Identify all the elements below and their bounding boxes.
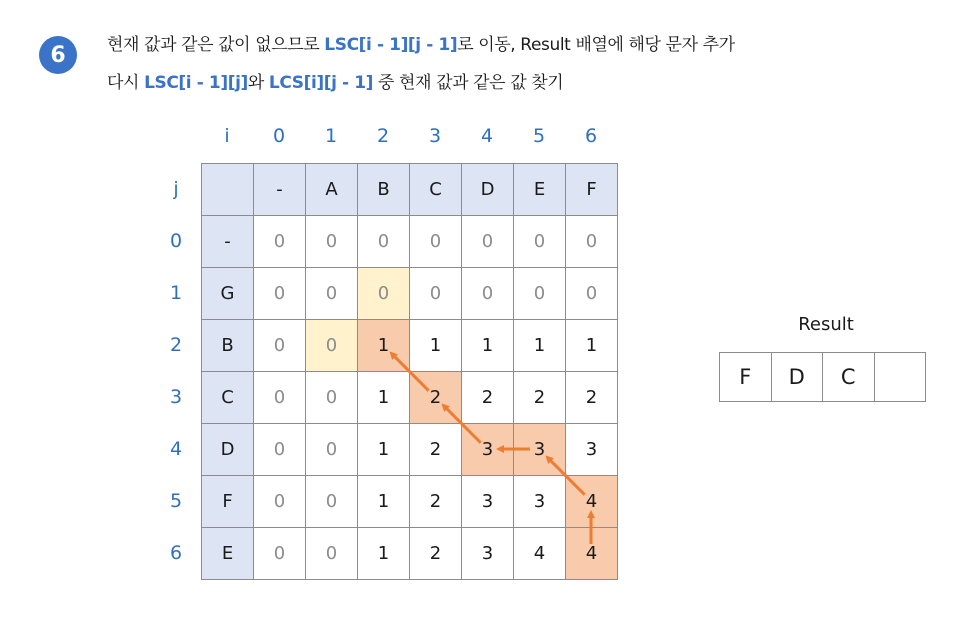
table-cell: 0	[410, 268, 462, 320]
table-cell: 0	[306, 268, 358, 320]
table-cell: 2	[410, 372, 462, 424]
table-cell: 2	[514, 372, 566, 424]
i-index-label: 0	[272, 125, 286, 147]
table-cell: 2	[566, 372, 618, 424]
table-cell: 0	[254, 216, 306, 268]
header-cell: D	[462, 164, 514, 216]
header-cell	[202, 164, 254, 216]
table-cell: 1	[358, 372, 410, 424]
table-cell: 0	[254, 372, 306, 424]
table-cell: 0	[358, 216, 410, 268]
j-index-label: 6	[169, 542, 183, 564]
table-cell: 3	[566, 424, 618, 476]
table-cell: 1	[358, 476, 410, 528]
table-cell: 1	[358, 424, 410, 476]
header-cell: E	[202, 528, 254, 580]
result-label: Result	[798, 314, 854, 335]
i-axis-label: i	[224, 125, 230, 147]
j-index-label: 3	[169, 386, 183, 408]
table-cell: 2	[410, 476, 462, 528]
table-cell: 1	[462, 320, 514, 372]
table-cell: 3	[514, 424, 566, 476]
table-cell: 0	[462, 216, 514, 268]
j-index-label: 1	[169, 282, 183, 304]
lcs-table	[201, 163, 618, 580]
table-cell: 0	[566, 216, 618, 268]
table-cell: 3	[462, 476, 514, 528]
table-cell: 1	[358, 320, 410, 372]
table-cell: 0	[306, 528, 358, 580]
i-index-label: 5	[532, 125, 546, 147]
table-cell: 0	[462, 268, 514, 320]
table-cell: 1	[358, 528, 410, 580]
table-cell: 2	[410, 528, 462, 580]
line2-text-pre: 다시	[107, 73, 145, 93]
i-index-label: 3	[428, 125, 442, 147]
header-cell: B	[358, 164, 410, 216]
table-cell: 0	[306, 320, 358, 372]
header-cell: C	[410, 164, 462, 216]
table-cell: 1	[566, 320, 618, 372]
header-cell: F	[566, 164, 618, 216]
line1-text-pre: 현재 값과 같은 값이 없으므로	[107, 35, 325, 55]
table-cell: 0	[306, 424, 358, 476]
table-cell: 0	[514, 216, 566, 268]
header-cell: -	[202, 216, 254, 268]
table-cell: 3	[514, 476, 566, 528]
table-cell: 0	[410, 216, 462, 268]
table-cell: 3	[462, 424, 514, 476]
header-cell: -	[254, 164, 306, 216]
table-cell: 0	[566, 268, 618, 320]
table-cell: 0	[254, 476, 306, 528]
table-cell: 0	[306, 372, 358, 424]
table-cell: 0	[254, 424, 306, 476]
line2-text-mid: 와	[247, 73, 269, 93]
result-cell: C	[823, 353, 875, 402]
j-index-label: 4	[169, 438, 183, 460]
header-cell: C	[202, 372, 254, 424]
table-cell: 4	[566, 528, 618, 580]
result-cell: D	[772, 353, 824, 402]
table-cell: 1	[410, 320, 462, 372]
table-cell: 0	[254, 268, 306, 320]
i-index-label: 6	[584, 125, 598, 147]
instruction-line-1	[107, 30, 735, 55]
table-cell: 2	[410, 424, 462, 476]
j-index-label: 5	[169, 490, 183, 512]
table-cell: 0	[254, 528, 306, 580]
line2-highlight-2: LCS[i][j - 1]	[268, 73, 374, 93]
result-array	[719, 352, 926, 402]
header-cell: G	[202, 268, 254, 320]
table-cell: 2	[462, 372, 514, 424]
table-cell: 0	[306, 216, 358, 268]
result-cell	[875, 353, 927, 402]
i-index-label: 4	[480, 125, 494, 147]
table-cell: 3	[462, 528, 514, 580]
header-cell: D	[202, 424, 254, 476]
table-cell: 0	[514, 268, 566, 320]
table-cell: 0	[254, 320, 306, 372]
table-cell: 0	[358, 268, 410, 320]
line1-text-post: 로 이동, Result 배열에 해당 문자 추가	[457, 35, 735, 55]
j-index-label: 0	[169, 230, 183, 252]
i-index-label: 2	[376, 125, 390, 147]
j-axis-label: j	[173, 178, 179, 200]
line1-highlight: LSC[i - 1][j - 1]	[324, 35, 458, 55]
result-cell: F	[720, 353, 772, 402]
header-cell: A	[306, 164, 358, 216]
header-cell: E	[514, 164, 566, 216]
table-cell: 4	[514, 528, 566, 580]
line2-highlight-1: LSC[i - 1][j]	[144, 73, 248, 93]
table-cell: 4	[566, 476, 618, 528]
step-badge: 6	[39, 36, 77, 74]
instruction-line-2	[107, 68, 563, 93]
table-cell: 0	[306, 476, 358, 528]
j-index-label: 2	[169, 334, 183, 356]
i-index-label: 1	[324, 125, 338, 147]
table-cell: 1	[514, 320, 566, 372]
line2-text-post: 중 현재 값과 같은 값 찾기	[373, 73, 564, 93]
header-cell: F	[202, 476, 254, 528]
header-cell: B	[202, 320, 254, 372]
